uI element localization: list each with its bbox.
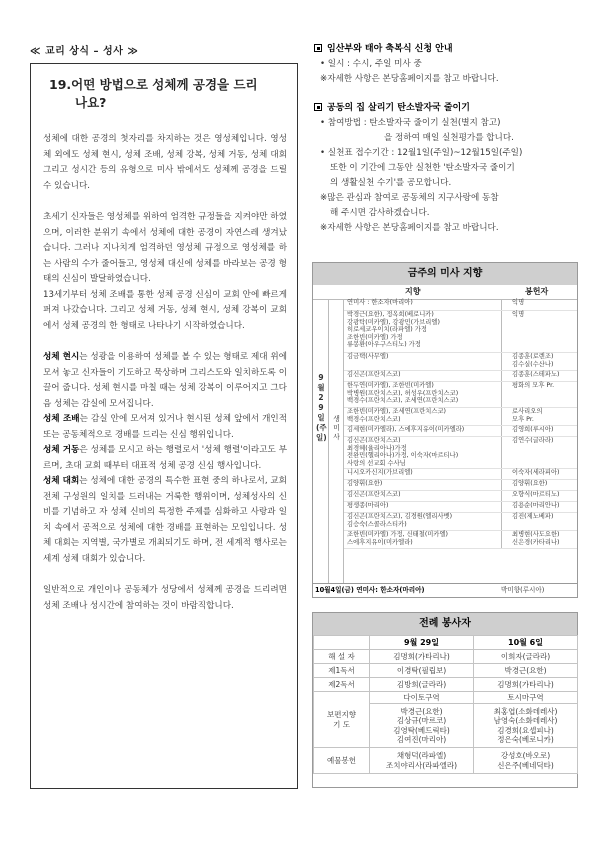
paragraph-3: 13세기부터 성체 조배를 통한 성체 공경 신심이 교회 안에 빠르게 퍼져 나갔습니다. 그리고 성체 거동, 성체 현시, 성체 강복이 교회에서 성체 공경의 한 형태로 나타나기 시작하였습니다. bbox=[43, 289, 287, 331]
paragraph-2: 초세기 신자들은 영성체를 위하여 엄격한 규정들을 지켜야만 하였으며, 이러한 분위기 속에서 성체에 대한 공경이 자연스레 생겨났습니다. 그러나 지나치게 엄격하던 영성체 규정으로 영성체를 하는 사람의 수가 줄어들고, 영성체 대신에 성체를 바라보는 공경 형태의 신심이 발달하였습니다. bbox=[43, 212, 287, 284]
mass-day-label: 9월29일(주일) bbox=[313, 299, 329, 583]
mass-row: 한두연(미카엘), 조한빈(미카엘) 박병원(프란치스코), 허성우(프란치스코) 백경수(프란치스코), 조세연(프란치스코) 평화의 모후 Pr. bbox=[344, 382, 577, 408]
mass-columns: 지향 봉헌자 bbox=[313, 285, 577, 300]
mass-intentions-table bbox=[312, 262, 578, 598]
square-bullet-icon bbox=[314, 44, 322, 52]
item-exposition: 성체 현시는 성광을 이용하여 성체를 볼 수 있는 형태로 제대 위에 모셔 놓고 신자들이 기도하고 묵상하며 그리스도와 일치하도록 이끌어 줍니다. 성체 현시를 마칠 때는 성체 강복이 이루어지고 그다음 성체는 감실에 모셔집니다. bbox=[43, 352, 287, 409]
table-row: 해 설 자 김명희(가타리나) 이희자(글라라) bbox=[314, 650, 578, 664]
mass-row: 김세현(미카엘라), 스에후지유이(미카엘라) 김영희(루시아) bbox=[344, 426, 577, 437]
mass-row: 김신곤(프란치스코) 김종훈(스테파노) bbox=[344, 371, 577, 382]
table-row: 제1독서 이경탁(필립보) 박경근(요한) bbox=[314, 664, 578, 678]
mass-row: 박경근(요한), 정옥희(베로니카) 강광탁(미카엘), 강광민(가브리엘) 히로세코우이치(라파엘) 가정 조한빈(미카엘) 가정 류봉환(아우구스티노) 가정 익명 bbox=[344, 311, 577, 353]
mass-row: 평생종(마리아) 김용순(마리안나) bbox=[344, 502, 577, 513]
mass-type-label: 생미사 bbox=[329, 299, 344, 583]
item-procession: 성체 거동은 성체를 모시고 하는 행렬로서 '성체 행렬'이라고도 부르며, 초대 교회 때부터 대표적 성체 공경 신심 행사입니다. bbox=[43, 445, 288, 471]
section-tag: ≪ 교리 상식 – 성사 ≫ bbox=[30, 46, 139, 57]
mass-row: 연미사 : 한소자(마리아) 익명 bbox=[344, 299, 577, 311]
mass-row: 김신곤(프란치스코) 최경혜(율리아나)가정 전완민(헬리아나)가정, 이숙자(마르티나) 사랑의 선교회 수사님 김연수(글라라) bbox=[344, 437, 577, 469]
table-row: 제2독서 김방희(글라라) 김명희(가타리나) bbox=[314, 678, 578, 692]
closing-paragraph: 일반적으로 개인이나 공동체가 성당에서 성체께 공경을 드리려면 성체 조배나 성시간에 참여하는 것이 바람직합니다. bbox=[43, 585, 287, 611]
servers-grid: 9월 29일 10월 6일 해 설 자 김명희(가타리나) 이희자(글라라) 제1독서 이경탁(필립보) 박경근(요한) 제2독서 김방희(글라라) 김명희(가타리나) 보편지향 기 도 다이토구역 토시마구역 박경근(요한) 김상규(마르코) 김영탁(베드릭타) 김여진(마리아) 최홍엽(소화데레사) 남영숙(소화데레사) 김경희(요셉피나) 정은숙(베로니카) 예물봉헌 채형덕(라파엘) 조치야리사(라파엘라) 강성호(바오로) 신은주(베네딕타) bbox=[313, 635, 578, 774]
mass-row: 김신곤(프란치스코), 김경원(엘리사벳) 김승숙(스콜라스티카) 김진(제노베파) bbox=[344, 513, 577, 531]
paragraph-1: 성체에 대한 공경의 첫자리를 차지하는 것은 영성체입니다. 영성체 외에도 성체 현시, 성체 조배, 성체 강복, 성체 거동, 성체 대회 그리고 성시간 등의 유형으로 미사 밖에서도 성체께 공경을 드릴 수 있습니다. bbox=[43, 134, 287, 191]
mass-body bbox=[313, 299, 577, 597]
notice-2-title: 공동의 집 살리기 탄소발자국 줄이기 bbox=[314, 101, 576, 116]
catechism-title: 19.어떤 방법으로 성체께 공경을 드리 나요? bbox=[49, 77, 258, 110]
notices: 임산부와 태아 축복식 신청 안내 • 일시 : 수시, 주일 미사 중 ※자세한 사항은 본당홈페이지를 참고 바랍니다. 공동의 집 살리기 탄소발자국 줄이기 • 참여방법 : 탄소발자국 줄이기 실천(별지 참고) 을 정하여 매일 실천평가를 합니다. • 실천표 접수기간 : 12월1일(주일)~12월15일(주일) 또한 이 기간에 그동안 실천한 '탄소발자국 줄이기 의 생활실천 수기'를 공모합니다. ※많은 관심과 참여로 공동체의 지구사랑에 동참 해 주시면 감사하겠습니다. ※자세한 사항은 본당홈페이지를 참고 바랍니다. bbox=[314, 42, 576, 236]
mass-row: 조한빈(미카엘), 조세연(프란치스코) 백경수(프란치스코) 로사리오의 모후 Pr. bbox=[344, 408, 577, 426]
mass-footer-row: 10월4일(금) 연미사: 한소자(마리아) 박미향(루시아) bbox=[313, 583, 577, 596]
mass-row: 니시오카신지(가브리엘) 이숙자(세라피아) bbox=[344, 469, 577, 480]
servers-title: 전례 봉사자 bbox=[313, 613, 577, 635]
notice-1-title: 임산부와 태아 축복식 신청 안내 bbox=[314, 42, 576, 57]
square-bullet-icon bbox=[314, 103, 322, 111]
mass-row: 김신곤(프란치스코) 오향식(마르티노) bbox=[344, 491, 577, 502]
table-row: 보편지향 기 도 다이토구역 토시마구역 bbox=[314, 692, 578, 704]
table-row: 예물봉헌 채형덕(라파엘) 조치야리사(라파엘라) 강성호(바오로) 신은주(베네딕타) bbox=[314, 748, 578, 774]
item-congress: 성체 대회는 성체에 대한 공경의 특수한 표현 중의 하나로서, 교회 전체 구성원의 일치를 드러내는 거룩한 행위이며, 성체성사의 신비를 기념하고 자 성체 신비의 특정한 주제를 심화하고 사랑과 일치 속에서 공적으로 성체에 대한 경배를 표현하는 모임입니다. 성체 대회는 지역별, 국가별로 개최되기도 하며, 전 세계적 행사로는 세계 성체 대회가 있습니다. bbox=[43, 476, 287, 564]
mass-title: 금주의 미사 지향 bbox=[313, 263, 577, 285]
table-row: 박경근(요한) 김상규(마르코) 김영탁(베드릭타) 김여진(마리아) 최홍엽(소화데레사) 남영숙(소화데레사) 김경희(요셉피나) 정은숙(베로니카) bbox=[314, 704, 578, 748]
liturgy-servers-table bbox=[312, 612, 578, 788]
mass-row: 김금택(사무엘) 김종훈(로렌조) 김수실(수산나) bbox=[344, 353, 577, 371]
catechism-box bbox=[30, 63, 298, 789]
mass-row: 김양휘(요한) 김양휘(요한) bbox=[344, 480, 577, 491]
mass-row: 조한빈(미카엘) 가정, 신태철(미카엘) 스에후지유이(미카엘라) 최병현(사도요한) 신은경(카타리나) bbox=[344, 531, 577, 549]
item-adoration: 성체 조배는 감실 안에 모셔져 있거나 현시된 성체 앞에서 개인적 또는 공동체적으로 경배를 드리는 신심 행위입니다. bbox=[43, 414, 287, 440]
